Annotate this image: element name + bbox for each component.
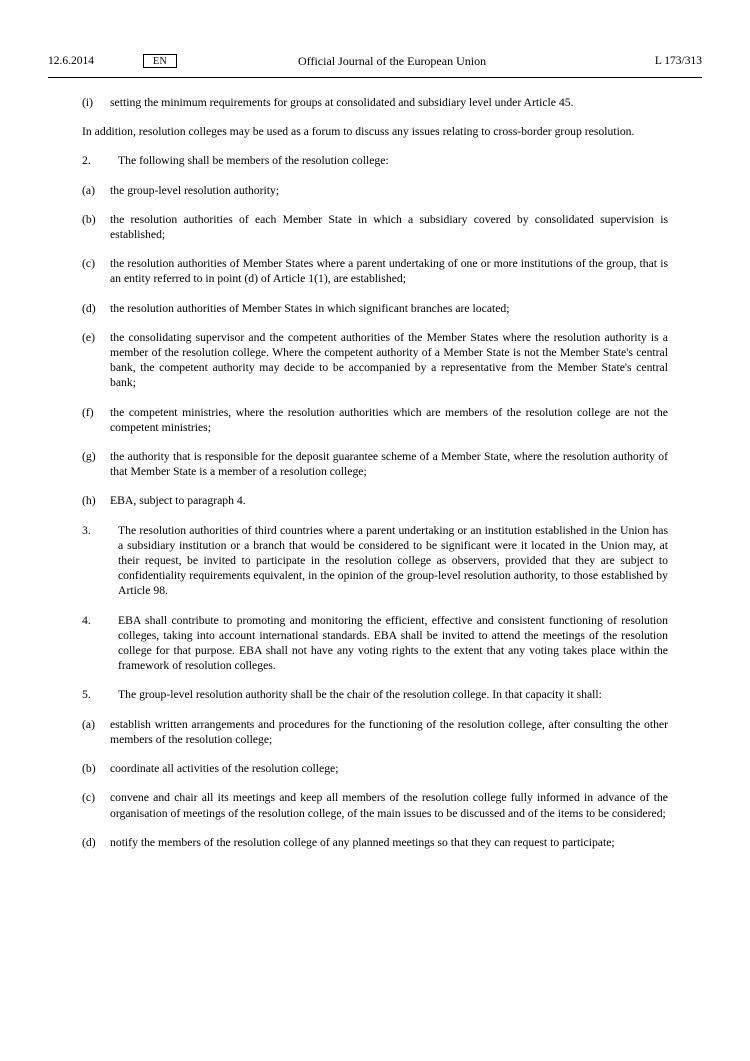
list-item	[82, 449, 668, 479]
list-item	[82, 493, 668, 508]
list-item	[82, 717, 668, 747]
paragraph-text: In addition, resolution colleges may be used as a forum to discuss any issues relating to cross-border group resolution.	[82, 125, 635, 139]
numbered-paragraph-marker: 3.	[82, 523, 91, 537]
numbered-paragraph-marker: 4.	[82, 613, 91, 627]
header-language-box-wrapper	[143, 54, 177, 68]
list-item	[82, 256, 668, 286]
list-item-marker: (b)	[82, 762, 96, 776]
header-date: 12.6.2014	[48, 55, 94, 67]
list-item-marker: (f)	[82, 405, 94, 419]
list-item-marker: (i)	[82, 96, 94, 109]
list-item	[82, 761, 668, 776]
list-item	[82, 301, 668, 316]
list-item-marker: (c)	[82, 257, 95, 271]
page-header	[48, 50, 702, 72]
numbered-paragraph-marker: 2.	[82, 154, 91, 168]
header-divider	[48, 77, 702, 78]
list-item-marker: (b)	[82, 212, 96, 226]
list-item-text: the resolution authorities of Member States where a parent undertaking of one or more institutions of the group, that is an entity referred to in point (d) of Article 1(1), are established;	[110, 257, 668, 286]
header-language-box: EN	[143, 54, 177, 68]
list-item-marker: (a)	[82, 717, 95, 731]
list-item-marker: (a)	[82, 183, 95, 197]
numbered-paragraph-text: EBA shall contribute to promoting and monitoring the efficient, effective and consistent functioning of resolution colleges, taking into account international standards. EBA shall be invited to attend the meetings of the resolution college for that purpose. EBA shall not have any voting rights to the extent that any voting takes place within the framework of resolution colleges.	[118, 613, 668, 673]
list-item-marker: (g)	[82, 450, 96, 464]
list-item-text: setting the minimum requirements for groups at consolidated and subsidiary level under Article 45.	[110, 96, 574, 109]
list-item-marker: (h)	[82, 494, 96, 508]
numbered-paragraph-text: The resolution authorities of third countries where a parent undertaking or an institution established in the Union has a subsidiary institution or a branch that would be considered to be significant were it located in the Union may, at their request, be invited to participate in the resolution college as observers, provided that they are subject to confidentiality requirements equivalent, in the opinion of the group-level resolution authority, to those established by Article 98.	[118, 523, 668, 598]
list-item-text: the authority that is responsible for the deposit guarantee scheme of a Member State, where the resolution authority of that Member State is a member of a resolution college;	[110, 450, 668, 479]
list-item-marker: (d)	[82, 301, 96, 315]
list-item-marker: (e)	[82, 330, 95, 344]
numbered-paragraph	[82, 523, 668, 599]
list-item-text: the resolution authorities of each Member State in which a subsidiary covered by consolidated supervision is established;	[110, 212, 668, 242]
list-item-text: notify the members of the resolution college of any planned meetings so that they can request to participate;	[110, 835, 615, 849]
list-item	[82, 183, 668, 198]
header-journal-title: Official Journal of the European Union	[298, 53, 487, 68]
list-item	[82, 835, 668, 850]
numbered-paragraph	[82, 613, 668, 674]
numbered-paragraph-text: The group-level resolution authority shall be the chair of the resolution college. In that capacity it shall:	[118, 688, 602, 702]
numbered-paragraph-text: The following shall be members of the resolution college:	[118, 154, 389, 168]
list-item	[82, 405, 668, 435]
list-item-text: establish written arrangements and procedures for the functioning of the resolution college, after consulting the other members of the resolution college;	[110, 717, 668, 746]
list-item-marker: (d)	[82, 835, 96, 849]
numbered-paragraph	[82, 687, 668, 702]
list-item-text: the group-level resolution authority;	[110, 183, 280, 197]
paragraph	[82, 124, 668, 139]
list-item-marker: (c)	[82, 791, 95, 805]
list-item	[82, 330, 668, 391]
list-item	[82, 212, 668, 242]
list-item-text: convene and chair all its meetings and keep all members of the resolution college fully informed in advance of the organisation of meetings of the resolution college, of the main issues to be discussed and of the items to be considered;	[110, 791, 668, 820]
list-item-text: the resolution authorities of Member States in which significant branches are located;	[110, 301, 510, 315]
numbered-paragraph	[82, 153, 668, 168]
list-item	[82, 790, 668, 820]
list-item-text: the competent ministries, where the resolution authorities which are members of the resolution college are not the competent ministries;	[110, 405, 668, 434]
header-reference: L 173/313	[654, 55, 702, 67]
numbered-paragraph-marker: 5.	[82, 688, 91, 702]
list-item-text: the consolidating supervisor and the competent authorities of the Member States where the resolution authority is a member of the resolution college. Where the competent authority of a Member State is not the Member State's central bank, the competent authority may decide to be accompanied by a representative from the Member State's central bank;	[110, 330, 668, 390]
list-item	[82, 95, 668, 110]
document-body	[82, 95, 668, 864]
list-item-text: EBA, subject to paragraph 4.	[110, 494, 246, 508]
list-item-text: coordinate all activities of the resolution college;	[110, 762, 339, 776]
